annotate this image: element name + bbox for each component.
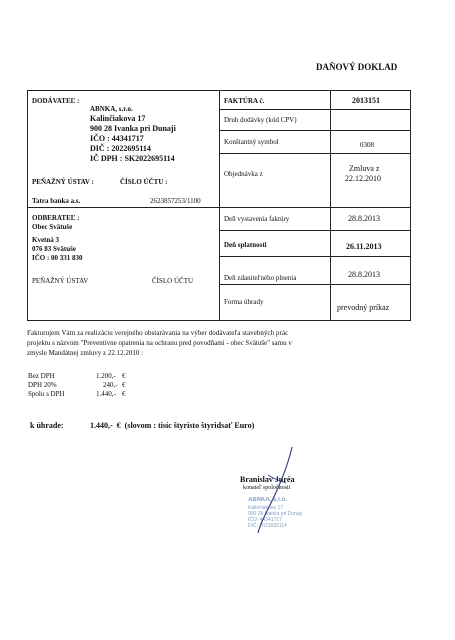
total-value: 1.440,- € (slovom : tisíc štyristo štyridsať Euro) bbox=[90, 421, 255, 430]
row-line bbox=[219, 109, 411, 110]
due-date-label: Deň splatnosti bbox=[224, 241, 267, 249]
due-date-value: 26.11.2013 bbox=[346, 242, 382, 251]
order-label: Objednávka z bbox=[224, 170, 263, 178]
order-value-line1: Zmluva z bbox=[349, 164, 380, 173]
body-line-1: Fakturujem Vám za realizáciu verejného obstarávania na výber dodávateľa stavebných prác bbox=[27, 329, 289, 337]
supplier-ic-dph: IČ DPH : SK2022695114 bbox=[90, 154, 175, 163]
stamp-line: ABNKA, s.r.o. bbox=[248, 497, 288, 503]
frame-right bbox=[410, 90, 411, 321]
row-line bbox=[219, 153, 411, 154]
supplier-dic: DIČ : 2022695114 bbox=[90, 144, 151, 153]
customer-bank-label: PEŇAŽNÝ ÚSTAV bbox=[32, 277, 89, 285]
amount-value: 1.440,- bbox=[96, 390, 116, 398]
issue-date-value: 28.8.2013 bbox=[348, 214, 380, 223]
frame-left bbox=[27, 90, 28, 321]
supplier-account-number: 2623857253/1100 bbox=[150, 197, 201, 205]
taxable-date-value: 28.8.2013 bbox=[348, 270, 380, 279]
supplier-bank-name: Tatra banka a.s. bbox=[32, 197, 81, 205]
customer-city: 076 83 Svätuše bbox=[32, 245, 76, 253]
row-line bbox=[219, 130, 411, 131]
order-value-line2: 22.12.2010 bbox=[345, 174, 381, 183]
total-label: k úhrade: bbox=[30, 421, 64, 430]
amount-value: 1.200,- bbox=[96, 372, 116, 380]
amount-label: DPH 20% bbox=[28, 381, 57, 389]
supplier-label: DODÁVATEĽ : bbox=[32, 97, 80, 105]
stamp-line: Kalinčiakova 17 bbox=[248, 505, 284, 511]
row-line bbox=[219, 230, 411, 231]
amount-currency: € bbox=[122, 381, 126, 389]
supplier-name: ABNKA, s.r.o. bbox=[90, 105, 133, 113]
body-line-3: zmysle Mandátnej zmluvy z 22.12.2010 : bbox=[27, 349, 144, 357]
body-line-2: projektu s názvom "Preventívne opatrenia na ochranu pred povodňami - obec Svätuše" samu v bbox=[27, 339, 292, 347]
supplier-bank-label: PEŇAŽNÝ ÚSTAV : bbox=[32, 178, 94, 186]
supplier-street: Kalinčiakova 17 bbox=[90, 114, 146, 123]
customer-street: Kvetná 3 bbox=[32, 236, 60, 244]
value-column-divider bbox=[330, 90, 331, 321]
signatory-name: Branislav Juréa bbox=[240, 475, 295, 484]
document-title: DAŇOVÝ DOKLAD bbox=[316, 62, 398, 72]
signature-scribble bbox=[240, 445, 310, 535]
payment-form-value: prevodný príkaz bbox=[337, 303, 390, 312]
supplier-city: 900 28 Ivanka pri Dunaji bbox=[90, 124, 176, 133]
supplier-ico: IČO : 44341717 bbox=[90, 134, 144, 143]
amount-currency: € bbox=[122, 372, 126, 380]
constant-symbol-label: Konštantný symbol bbox=[224, 138, 279, 146]
amount-value: 240,- bbox=[103, 381, 118, 389]
customer-label: ODBERATEĽ : bbox=[32, 214, 80, 222]
invoice-number: 2013151 bbox=[352, 96, 380, 105]
amount-currency: € bbox=[122, 390, 126, 398]
signatory-role: konateľ spoločnosti bbox=[243, 485, 291, 491]
frame-divider-vertical bbox=[219, 90, 220, 321]
amount-label: Spolu s DPH bbox=[28, 390, 65, 398]
constant-symbol-value: 0308 bbox=[360, 141, 374, 149]
stamp-line: IČO: 44341717 bbox=[248, 517, 282, 523]
customer-account-label: ČÍSLO ÚČTU bbox=[152, 277, 194, 285]
row-line bbox=[219, 256, 411, 257]
delivery-type-label: Druh dodávky (kód CPV) bbox=[224, 116, 297, 124]
invoice-label: FAKTÚRA č. bbox=[224, 97, 265, 105]
taxable-date-label: Deň zdaniteľného plnenia bbox=[224, 274, 297, 282]
stamp-line: 900 28 Ivanka pri Dunaji bbox=[248, 511, 302, 517]
issue-date-label: Deň vystavenia faktúry bbox=[224, 215, 290, 223]
row-line bbox=[219, 284, 411, 285]
stamp-line: DIČ: 2022695114 bbox=[248, 523, 287, 529]
amount-label: Bez DPH bbox=[28, 372, 55, 380]
payment-form-label: Forma úhrady bbox=[224, 298, 264, 306]
customer-name: Obec Svätuše bbox=[32, 223, 73, 231]
supplier-customer-divider bbox=[27, 207, 411, 208]
supplier-account-label: ČÍSLO ÚČTU : bbox=[120, 178, 168, 186]
customer-ico: IČO : 00 331 830 bbox=[32, 254, 83, 262]
